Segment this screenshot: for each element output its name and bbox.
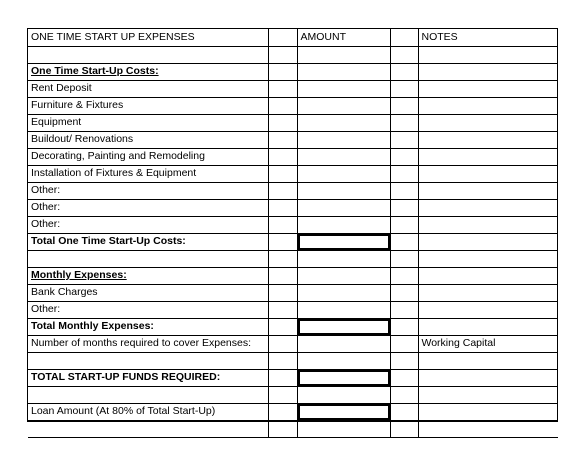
cell[interactable]	[28, 352, 268, 369]
total-box	[298, 319, 390, 335]
table-row	[28, 335, 558, 352]
cell[interactable]	[390, 420, 418, 437]
expense-label: Other:	[28, 216, 268, 233]
notes-cell[interactable]	[418, 233, 558, 250]
cell[interactable]	[268, 386, 297, 403]
amount-cell[interactable]	[297, 80, 390, 97]
cell[interactable]	[390, 114, 418, 131]
cell[interactable]	[268, 369, 297, 386]
total-row	[28, 369, 558, 386]
blank-row	[28, 46, 558, 63]
amount-cell[interactable]	[297, 63, 390, 80]
expense-label: Other:	[28, 182, 268, 199]
cell[interactable]	[390, 318, 418, 335]
cell[interactable]	[390, 199, 418, 216]
amount-cell[interactable]	[297, 97, 390, 114]
total-required-amount[interactable]	[297, 369, 390, 386]
section-heading-row	[28, 63, 558, 80]
cell[interactable]	[268, 420, 297, 437]
cell[interactable]	[268, 284, 297, 301]
total-one-time-amount[interactable]	[297, 233, 390, 250]
notes-cell[interactable]	[418, 46, 558, 63]
total-box	[298, 404, 390, 420]
cell[interactable]	[268, 199, 297, 216]
cell[interactable]	[390, 369, 418, 386]
cell[interactable]	[268, 46, 297, 63]
notes-cell[interactable]	[418, 199, 558, 216]
total-row	[28, 403, 558, 420]
cell[interactable]	[268, 131, 297, 148]
expense-table	[28, 29, 558, 438]
cell[interactable]	[28, 250, 268, 267]
amount-cell[interactable]	[297, 199, 390, 216]
expense-worksheet	[27, 28, 558, 422]
cell[interactable]	[390, 301, 418, 318]
notes-cell[interactable]	[418, 301, 558, 318]
total-monthly-amount[interactable]	[297, 318, 390, 335]
cell[interactable]	[390, 335, 418, 352]
amount-cell[interactable]	[297, 420, 390, 437]
monthly-heading: Monthly Expenses:	[28, 267, 268, 284]
notes-cell[interactable]	[418, 114, 558, 131]
cell[interactable]	[390, 352, 418, 369]
amount-cell[interactable]	[297, 301, 390, 318]
notes-cell[interactable]	[418, 165, 558, 182]
cell[interactable]	[268, 216, 297, 233]
expense-label: Bank Charges	[28, 284, 268, 301]
total-row	[28, 233, 558, 250]
notes-cell[interactable]	[418, 386, 558, 403]
header-expenses: ONE TIME START UP EXPENSES	[28, 29, 268, 46]
cell[interactable]	[268, 267, 297, 284]
cell[interactable]	[390, 233, 418, 250]
cell[interactable]	[28, 386, 268, 403]
amount-cell[interactable]	[297, 46, 390, 63]
blank-row	[28, 386, 558, 403]
cell[interactable]	[268, 182, 297, 199]
cell[interactable]	[268, 318, 297, 335]
months-label: Number of months required to cover Expenses:	[28, 335, 268, 352]
total-box	[298, 370, 390, 386]
cell[interactable]	[390, 80, 418, 97]
notes-cell[interactable]	[418, 250, 558, 267]
amount-cell[interactable]	[297, 114, 390, 131]
header-row	[28, 29, 558, 46]
expense-label: Equipment	[28, 114, 268, 131]
expense-label: Rent Deposit	[28, 80, 268, 97]
cell[interactable]	[268, 148, 297, 165]
notes-cell[interactable]	[418, 148, 558, 165]
cell[interactable]	[268, 233, 297, 250]
cell[interactable]	[390, 29, 418, 46]
total-one-time-label: Total One Time Start-Up Costs:	[28, 233, 268, 250]
notes-cell[interactable]	[418, 369, 558, 386]
header-notes: NOTES	[418, 29, 558, 46]
notes-cell[interactable]	[418, 318, 558, 335]
cell[interactable]	[390, 97, 418, 114]
amount-cell[interactable]	[297, 216, 390, 233]
total-row	[28, 318, 558, 335]
table-row	[28, 97, 558, 114]
cell[interactable]	[268, 335, 297, 352]
cell[interactable]	[390, 182, 418, 199]
cell[interactable]	[268, 114, 297, 131]
notes-cell[interactable]	[418, 352, 558, 369]
section-heading-row	[28, 267, 558, 284]
expense-label: Decorating, Painting and Remodeling	[28, 148, 268, 165]
cell[interactable]	[390, 131, 418, 148]
table-row	[28, 284, 558, 301]
cell[interactable]	[390, 46, 418, 63]
one-time-heading: One Time Start-Up Costs:	[28, 63, 268, 80]
amount-cell[interactable]	[297, 148, 390, 165]
table-row	[28, 131, 558, 148]
amount-cell[interactable]	[297, 165, 390, 182]
amount-cell[interactable]	[297, 267, 390, 284]
amount-cell[interactable]	[297, 250, 390, 267]
notes-cell[interactable]	[418, 131, 558, 148]
expense-label: Other:	[28, 199, 268, 216]
cell[interactable]	[390, 267, 418, 284]
notes-cell[interactable]	[418, 267, 558, 284]
cell[interactable]	[28, 46, 268, 63]
blank-row	[28, 250, 558, 267]
expense-label: Other:	[28, 301, 268, 318]
cell[interactable]	[390, 403, 418, 420]
cell[interactable]	[28, 420, 268, 437]
table-row	[28, 199, 558, 216]
amount-cell[interactable]	[297, 335, 390, 352]
loan-label: Loan Amount (At 80% of Total Start-Up)	[28, 403, 268, 420]
cell[interactable]	[268, 352, 297, 369]
cell[interactable]	[268, 301, 297, 318]
amount-cell[interactable]	[297, 386, 390, 403]
notes-cell[interactable]	[418, 420, 558, 437]
total-required-label: TOTAL START-UP FUNDS REQUIRED:	[28, 369, 268, 386]
notes-cell[interactable]	[418, 63, 558, 80]
cell[interactable]	[390, 386, 418, 403]
cell[interactable]	[268, 403, 297, 420]
expense-label: Installation of Fixtures & Equipment	[28, 165, 268, 182]
cell[interactable]	[390, 216, 418, 233]
cell[interactable]	[268, 63, 297, 80]
cell[interactable]	[268, 250, 297, 267]
table-row	[28, 165, 558, 182]
expense-label: Furniture & Fixtures	[28, 97, 268, 114]
blank-row	[28, 352, 558, 369]
cell[interactable]	[390, 148, 418, 165]
cell[interactable]	[268, 97, 297, 114]
cell[interactable]	[268, 80, 297, 97]
amount-cell[interactable]	[297, 352, 390, 369]
total-monthly-label: Total Monthly Expenses:	[28, 318, 268, 335]
table-row	[28, 182, 558, 199]
notes-cell[interactable]	[418, 403, 558, 420]
amount-cell[interactable]	[297, 182, 390, 199]
months-note: Working Capital	[418, 335, 558, 352]
notes-cell[interactable]	[418, 284, 558, 301]
expense-label: Buildout/ Renovations	[28, 131, 268, 148]
cell[interactable]	[390, 63, 418, 80]
table-row	[28, 301, 558, 318]
table-row	[28, 216, 558, 233]
cell[interactable]	[390, 250, 418, 267]
amount-cell[interactable]	[297, 131, 390, 148]
loan-amount[interactable]	[297, 403, 390, 420]
amount-cell[interactable]	[297, 284, 390, 301]
total-box	[298, 234, 390, 250]
notes-cell[interactable]	[418, 97, 558, 114]
table-row	[28, 80, 558, 97]
table-row	[28, 148, 558, 165]
cell[interactable]	[268, 165, 297, 182]
notes-cell[interactable]	[418, 182, 558, 199]
header-amount: AMOUNT	[297, 29, 390, 46]
table-row	[28, 114, 558, 131]
notes-cell[interactable]	[418, 80, 558, 97]
cell[interactable]	[390, 165, 418, 182]
cell[interactable]	[390, 284, 418, 301]
cell[interactable]	[268, 29, 297, 46]
notes-cell[interactable]	[418, 216, 558, 233]
blank-row	[28, 420, 558, 437]
